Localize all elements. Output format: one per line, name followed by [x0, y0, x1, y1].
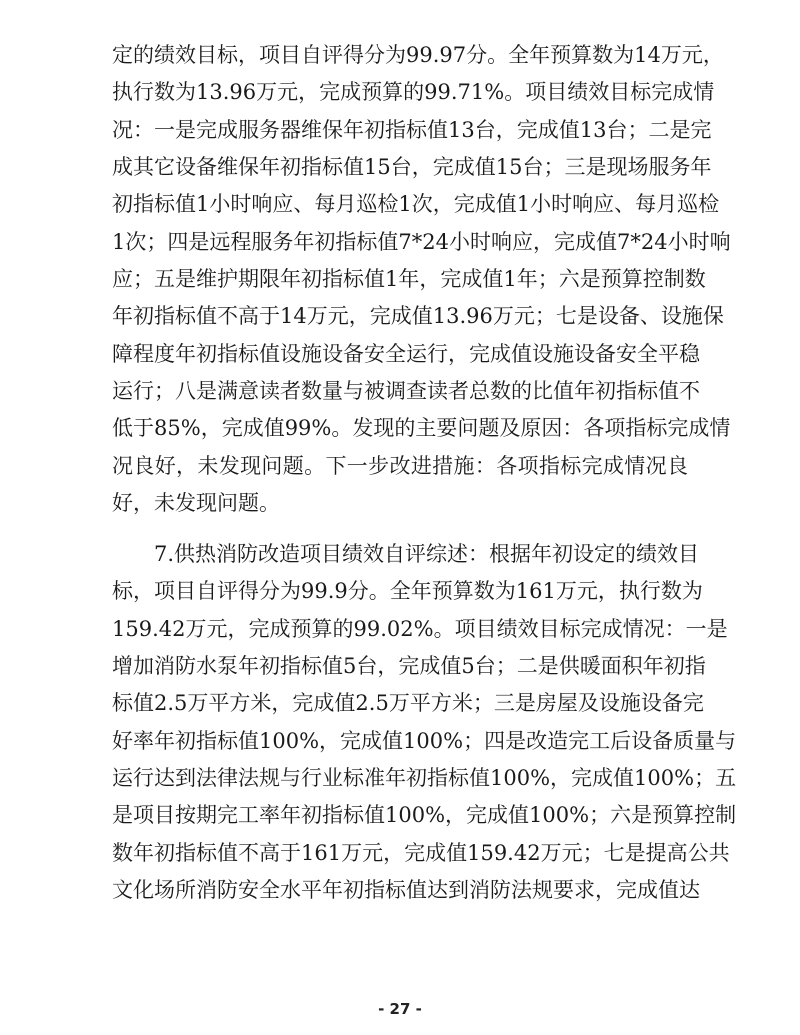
- text-line: 文 化 场 所 消 防 安 全 水 平 年 初 指 标 值 达 到 消 防 法 规 要 求 ， 完 成 值 达: [112, 878, 700, 902]
- text-line: 应 ； 五 是 维 护 期 限 年 初 指 标 值 1 年 ， 完 成 值 1 年 ； 六 是 预 算 控 制 数: [112, 267, 706, 291]
- text-line: 增 加 消 防 水 泵 年 初 指 标 值 5 台 ， 完 成 值 5 台 ； 二 是 供 暖 面 积 年 初 指: [112, 654, 706, 678]
- text-line: 况 ： 一 是 完 成 服 务 器 维 保 年 初 指 标 值 13 台 ， 完 成 值 13 台 ； 二 是 完: [112, 118, 712, 142]
- text-line: 障 程 度 年 初 指 标 值 设 施 设 备 安 全 运 行 ， 完 成 值 设 施 设 备 安 全 平 稳: [112, 342, 700, 366]
- text-line: 定 的 绩 效 目 标 ， 项 目 自 评 得 分 为 99.97 分 。 全 年 预 算 数 为 14 万 元 ，: [112, 43, 724, 67]
- text-line: 低 于 85% ， 完 成 值 99% 。 发 现 的 主 要 问 题 及 原 因 ： 各 项 指 标 完 成 情: [112, 416, 731, 440]
- text-line: 好 率 年 初 指 标 值 100% ， 完 成 值 100% ； 四 是 改 造 完 工 后 设 备 质 量 与: [112, 729, 737, 753]
- text-line: 是 项 目 按 期 完 工 率 年 初 指 标 值 100% ， 完 成 值 100% ； 六 是 预 算 控 制: [112, 803, 737, 827]
- text-line: 159.42 万 元 ， 完 成 预 算 的 99.02% 。 项 目 绩 效 目 标 完 成 情 况 ： 一 是: [112, 617, 728, 641]
- text-line: 1 次 ； 四 是 远 程 服 务 年 初 指 标 值 7*24 小 时 响 应 ， 完 成 值 7*24 小 时 响: [112, 230, 731, 254]
- text-line: 成 其 它 设 备 维 保 年 初 指 标 值 15 台 ， 完 成 值 15 台 ； 三 是 现 场 服 务 年: [112, 155, 712, 179]
- text-line: 况 良 好 ， 未 发 现 问 题 。 下 一 步 改 进 措 施 ： 各 项 指 标 完 成 情 况 良: [112, 454, 688, 478]
- text-line: 运 行 达 到 法 律 法 规 与 行 业 标 准 年 初 指 标 值 100% ， 完 成 值 100% ； 五: [112, 766, 737, 790]
- text-line: 年 初 指 标 值 不 高 于 14 万 元 ， 完 成 值 13.96 万 元 ； 七 是 设 备 、 设 施 保: [112, 304, 724, 328]
- text-line: 好，未发现问题。: [112, 491, 280, 515]
- text-line: 数 年 初 指 标 值 不 高 于 161 万 元 ， 完 成 值 159.42 万 元 ； 七 是 提 高 公 共: [112, 841, 730, 865]
- text-line: 运 行 ； 八 是 满 意 读 者 数 量 与 被 调 查 读 者 总 数 的 比 值 年 初 指 标 值 不: [112, 379, 700, 403]
- text-line: 标 值 2.5 万 平 方 米 ， 完 成 值 2.5 万 平 方 米 ； 三 是 房 屋 及 设 施 设 备 完: [112, 691, 704, 715]
- text-line: 执 行 数 为 13.96 万 元 ， 完 成 预 算 的 99.71% 。 项 目 绩 效 目 标 完 成 情: [112, 80, 715, 104]
- text-line: 标 ， 项 目 自 评 得 分 为 99.9 分 。 全 年 预 算 数 为 161 万 元 ， 执 行 数 为: [112, 579, 703, 603]
- text-line: 7. 供 热 消 防 改 造 项 目 绩 效 自 评 综 述 ： 根 据 年 初 设 定 的 绩 效 目: [154, 542, 700, 566]
- page-number: - 27 -: [378, 1000, 422, 1018]
- text-line: 初 指 标 值 1 小 时 响 应 、 每 月 巡 检 1 次 ， 完 成 值 1 小 时 响 应 、 每 月 巡 检: [112, 192, 720, 216]
